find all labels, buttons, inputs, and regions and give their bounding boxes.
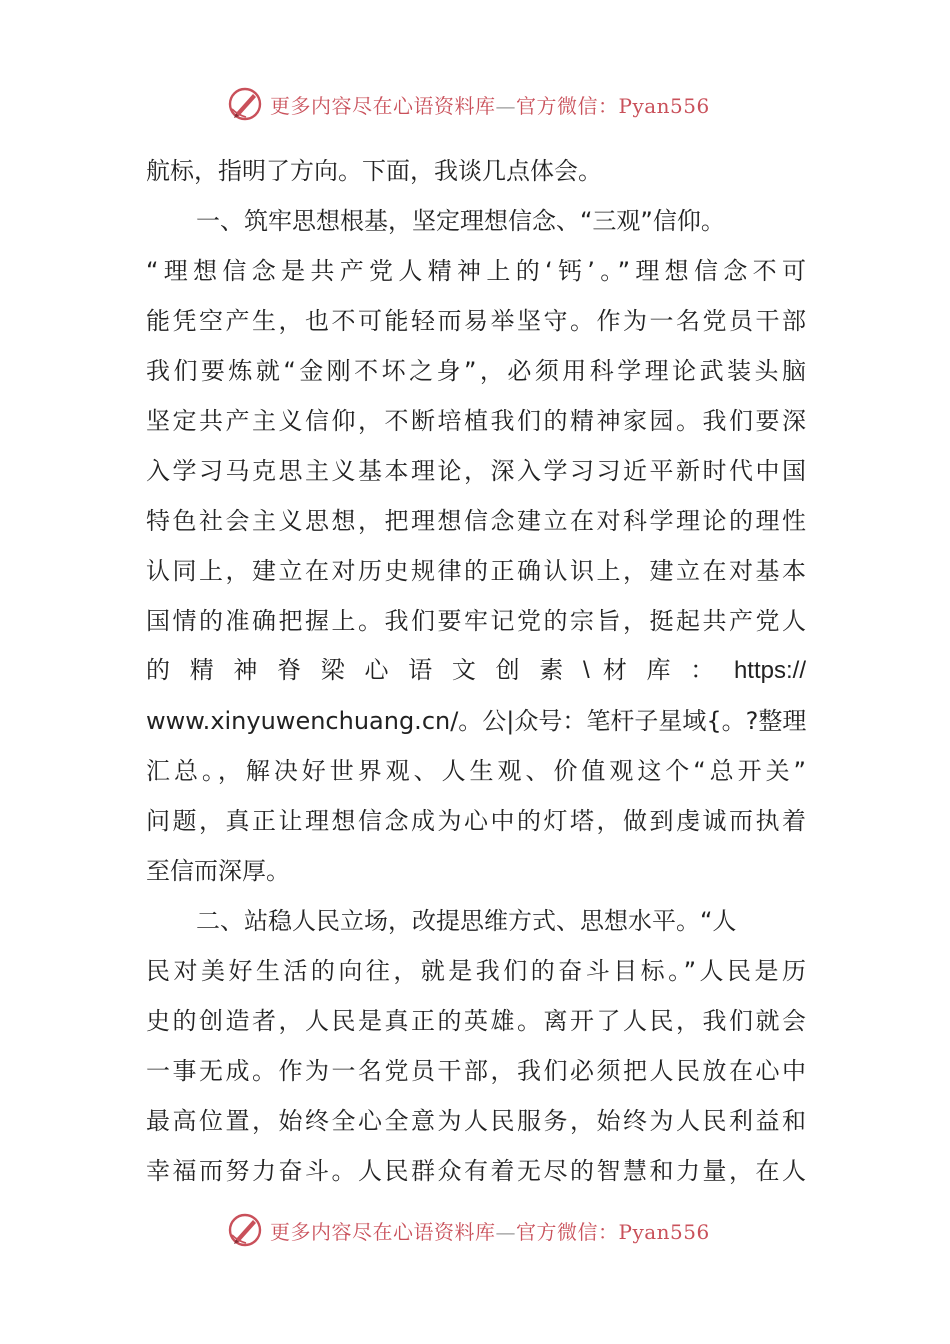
banner-separator: — xyxy=(495,1219,516,1244)
text-line: 问题，真正让理想信念成为心中的灯塔，做到虔诚而执着 xyxy=(146,807,806,835)
text-line: 特色社会主义思想，把理想信念建立在对科学理论的理性 xyxy=(146,507,806,535)
text-line: 入学习马克思主义基本理论，深入学习习近平新时代中国 xyxy=(146,457,806,485)
text-line: 汇总。，解决好世界观、人生观、价值观这个“总开关” xyxy=(146,757,806,785)
text-line: 坚定共产主义信仰，不断培植我们的精神家园。我们要深 xyxy=(146,407,806,435)
document-body xyxy=(146,146,806,1196)
text-line: 二、站稳人民立场，改提思维方式、思想水平。“人 xyxy=(196,907,737,935)
text-line: 民对美好生活的向往，就是我们的奋斗目标。”人民是历 xyxy=(146,957,806,985)
text-line: 一事无成。作为一名党员干部，我们必须把人民放在心中 xyxy=(146,1057,806,1085)
text-line: 国情的准确把握上。我们要牢记党的宗旨，挺起共产党人 xyxy=(146,607,806,635)
pen-logo-icon xyxy=(226,85,264,123)
banner-text xyxy=(270,90,710,119)
banner-main: 更多内容尽在心语资料库 xyxy=(270,1219,496,1244)
header-banner xyxy=(226,84,746,124)
pen-logo-icon xyxy=(226,1211,264,1249)
text-line: 的 精 神 脊 梁 心 语 文 创 素 \ 材 库 ： https:// xyxy=(146,657,806,684)
text-line: www.xinyuwenchuang.cn/。公|众号：笔杆子星域{。?整理 xyxy=(146,707,806,735)
banner-main: 更多内容尽在心语资料库 xyxy=(270,93,496,118)
text-line: 一、筑牢思想根基，坚定理想信念、“三观”信仰。 xyxy=(196,207,725,235)
text-line: 认同上，建立在对历史规律的正确认识上，建立在对基本 xyxy=(146,557,806,585)
text-line: 史的创造者，人民是真正的英雄。离开了人民，我们就会 xyxy=(146,1007,806,1035)
text-line: “理想信念是共产党人精神上的‘钙’。”理想信念不可 xyxy=(146,257,806,285)
banner-wechat: 官方微信：Pyan556 xyxy=(516,93,710,118)
text-line: 幸福而努力奋斗。人民群众有着无尽的智慧和力量，在人 xyxy=(146,1157,806,1185)
banner-separator: — xyxy=(495,93,516,118)
text-line: 能凭空产生，也不可能轻而易举坚守。作为一名党员干部 xyxy=(146,307,806,335)
banner-wechat: 官方微信：Pyan556 xyxy=(516,1219,710,1244)
text-line: 最高位置，始终全心全意为人民服务，始终为人民利益和 xyxy=(146,1107,806,1135)
banner-text xyxy=(270,1216,710,1245)
text-line: 我们要炼就“金刚不坏之身”，必须用科学理论武装头脑 xyxy=(146,357,806,385)
footer-banner xyxy=(226,1210,746,1250)
text-line: 航标，指明了方向。下面，我谈几点体会。 xyxy=(146,157,602,185)
text-line: 至信而深厚。 xyxy=(146,857,290,885)
